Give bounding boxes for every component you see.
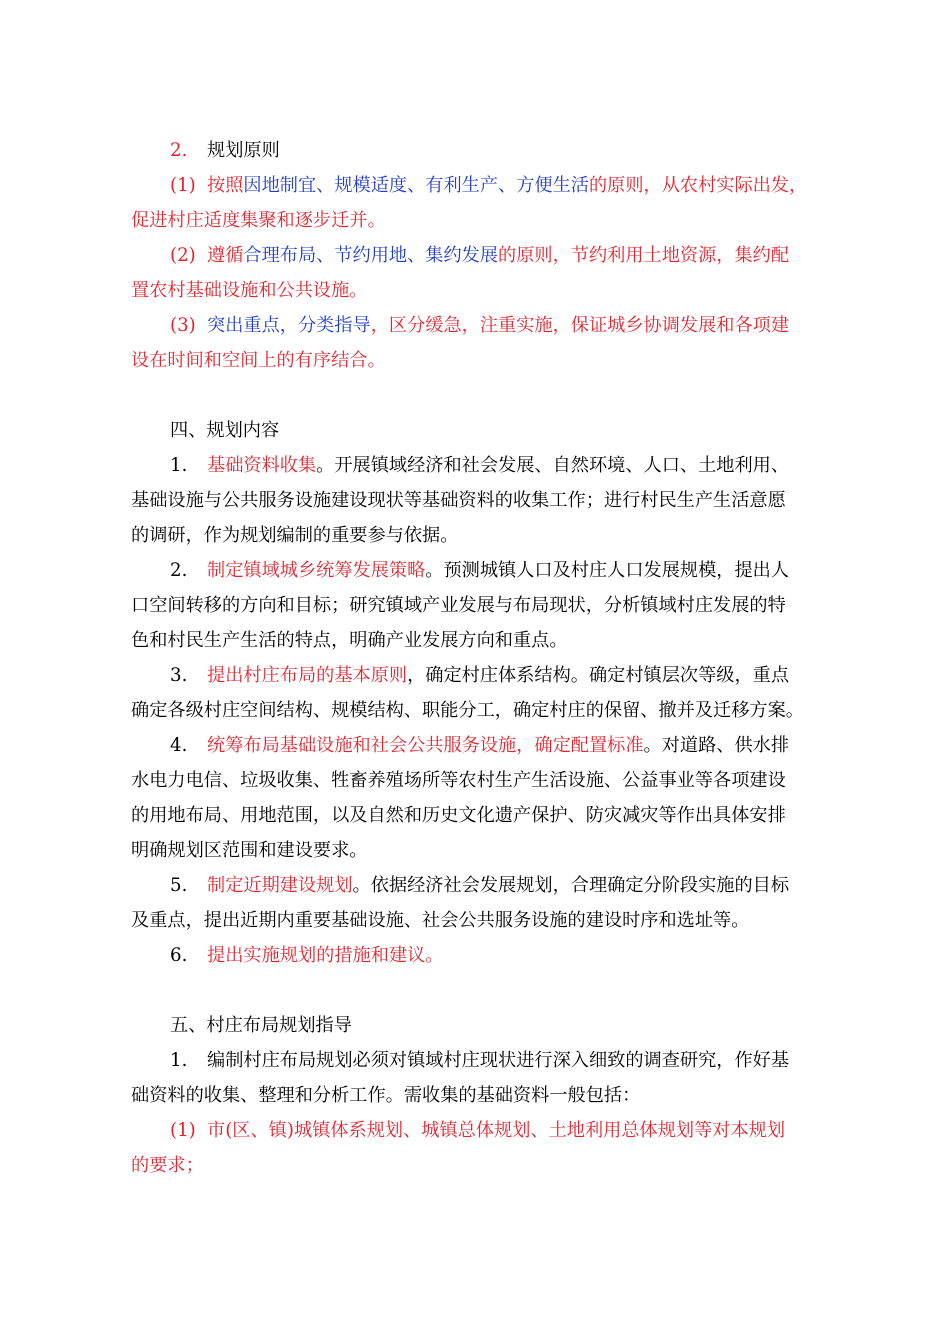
content-3-highlight: 提出村庄布局的基本原则	[207, 665, 408, 686]
content-3-line-2: 确定各级村庄空间结构、规模结构、职能分工，确定村庄的保留、撤并及迁移方案。	[131, 700, 804, 721]
content-6-line-1	[170, 944, 443, 968]
content-2-line-3: 色和村民生产生活的特点，明确产业发展方向和重点。	[131, 630, 568, 651]
content-4-text: 。对道路、供水排	[643, 735, 790, 756]
content-6-number: 6.	[170, 945, 188, 966]
guidance-1-line-1	[170, 1049, 789, 1073]
content-5-highlight: 制定近期建设规划	[207, 875, 353, 896]
content-4-line-1	[170, 734, 789, 758]
content-5-number: 5.	[170, 875, 188, 896]
content-4-line-2: 水电力电信、垃圾收集、牲畜养殖场所等农村生产生活设施、公益事业等各项建设	[131, 770, 786, 791]
content-4-highlight: 统筹布局基础设施和社会公共服务设施，确定配置标准	[207, 735, 644, 756]
content-3-text: ，确定村庄体系结构。确定村镇层次等级，重点	[407, 665, 790, 686]
principle-1-text-a: 按照	[207, 175, 244, 196]
section-2-heading	[170, 139, 280, 163]
principle-1-text-c: 的原则，从农村实际出发，	[588, 175, 808, 196]
principle-3-line-2: 设在时间和空间上的有序结合。	[131, 350, 386, 371]
content-2-line-2: 口空间转移的方向和目标；研究镇域产业发展与布局现状，分析镇域村庄发展的特	[131, 595, 786, 616]
content-2-line-1	[170, 559, 789, 583]
content-1-highlight: 基础资料收集	[207, 455, 317, 476]
content-1-number: 1.	[170, 455, 188, 476]
guidance-1-number: 1.	[170, 1050, 188, 1071]
content-4-line-3: 的用地布局、用地范围，以及自然和历史文化遗产保护、防灾减灾等作出具体安排	[131, 805, 786, 826]
guidance-1-line-2: 础资料的收集、整理和分析工作。需收集的基础资料一般包括：	[131, 1085, 641, 1106]
principle-3-line-1	[170, 314, 789, 338]
content-1-line-3: 的调研，作为规划编制的重要参与依据。	[131, 525, 459, 546]
content-2-highlight: 制定镇域城乡统筹发展策略	[207, 560, 426, 581]
guidance-1-text: 编制村庄布局规划必须对镇域村庄现状进行深入细致的调查研究，作好基	[207, 1050, 790, 1071]
principle-1-line-1	[170, 174, 807, 198]
principle-3-text-b: ，区分缓急，注重实施，保证城乡协调发展和各项建	[370, 315, 790, 336]
content-1-text: 。开展镇域经济和社会发展、自然环境、人口、土地利用、	[316, 455, 790, 476]
content-2-text: 。预测城镇人口及村庄人口发展规模，提出人	[425, 560, 790, 581]
principle-1-text-b: 因地制宜、规模适度、有利生产、方便生活	[243, 175, 589, 196]
content-6-highlight: 提出实施规划的措施和建议。	[207, 945, 444, 966]
principle-1-line-2: 促进村庄适度集聚和逐步迁并。	[131, 210, 386, 231]
content-5-line-1	[170, 874, 789, 898]
section-2-title: 规划原则	[207, 140, 280, 161]
guidance-item-1-line-2: 的要求；	[131, 1155, 204, 1176]
content-3-line-1	[170, 664, 789, 688]
principle-2-text-b: 合理布局、节约用地、集约发展	[243, 245, 499, 266]
principle-2-text-a: 遵循	[207, 245, 244, 266]
content-5-text: 。依据经济社会发展规划，合理确定分阶段实施的目标	[352, 875, 790, 896]
content-1-line-1	[170, 454, 789, 478]
content-4-line-4: 明确规划区范围和建设要求。	[131, 840, 368, 861]
section-5-heading: 五、村庄布局规划指导	[170, 1015, 352, 1036]
content-2-number: 2.	[170, 560, 188, 581]
section-2-number: 2.	[170, 140, 188, 161]
principle-3-text-a: 突出重点，分类指导	[207, 315, 371, 336]
content-5-line-2: 及重点，提出近期内重要基础设施、社会公共服务设施的建设时序和选址等。	[131, 910, 750, 931]
guidance-item-1-number: (1)	[170, 1120, 196, 1141]
guidance-item-1-line-1	[170, 1119, 785, 1143]
guidance-item-1-text: 市(区、镇)城镇体系规划、城镇总体规划、土地利用总体规划等对本规划	[207, 1120, 786, 1141]
principle-2-number: (2)	[170, 245, 196, 266]
principle-1-number: (1)	[170, 175, 196, 196]
content-1-line-2: 基础设施与公共服务设施建设现状等基础资料的收集工作；进行村民生产生活意愿	[131, 490, 786, 511]
content-3-number: 3.	[170, 665, 188, 686]
content-4-number: 4.	[170, 735, 188, 756]
principle-2-line-2: 置农村基础设施和公共设施。	[131, 280, 368, 301]
principle-2-line-1	[170, 244, 789, 268]
principle-3-number: (3)	[170, 315, 196, 336]
section-4-heading: 四、规划内容	[170, 420, 280, 441]
principle-2-text-c: 的原则，节约利用土地资源，集约配	[498, 245, 790, 266]
